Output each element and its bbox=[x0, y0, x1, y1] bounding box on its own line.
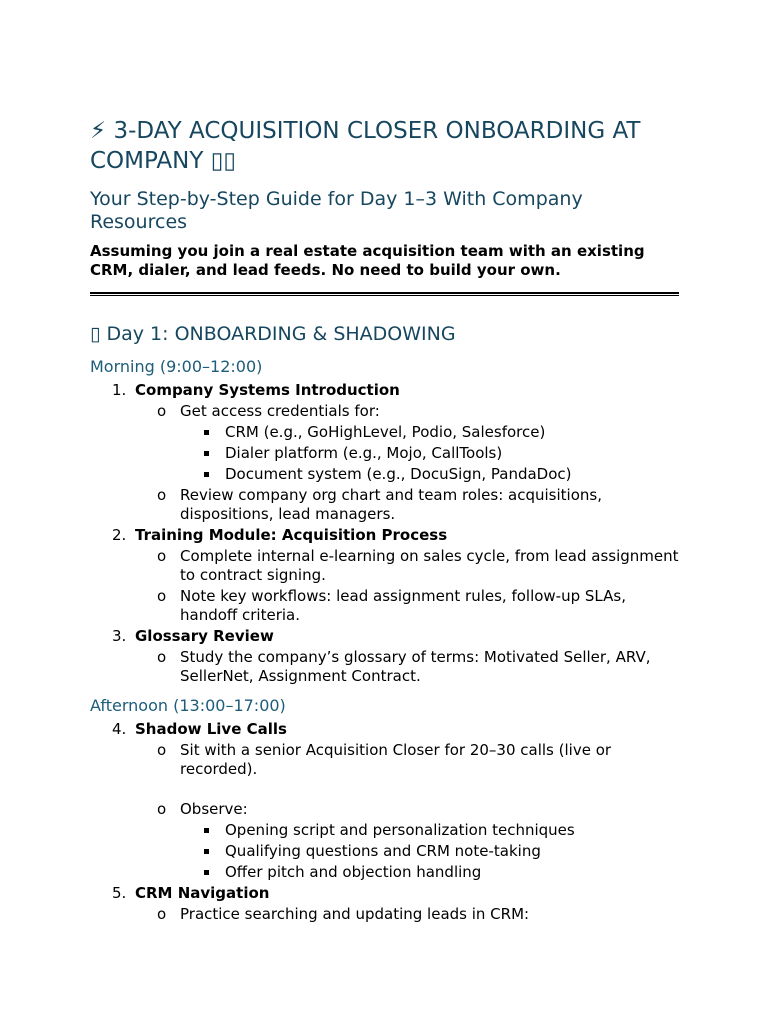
square-bullet-icon bbox=[204, 430, 209, 435]
subsub-item bbox=[180, 863, 680, 882]
subsub-item bbox=[180, 444, 680, 463]
square-bullet-icon bbox=[204, 870, 209, 875]
subsub-item-text: CRM (e.g., GoHighLevel, Podio, Salesforce) bbox=[225, 423, 546, 441]
sub-item bbox=[135, 905, 680, 924]
hollow-bullet-icon: o bbox=[157, 402, 167, 420]
sub-item bbox=[135, 587, 680, 625]
step-number: 2. bbox=[112, 526, 127, 544]
step-item bbox=[90, 884, 680, 924]
subsub-item-text: Document system (e.g., DocuSign, PandaDoc) bbox=[225, 465, 572, 483]
step-title: CRM Navigation bbox=[135, 884, 270, 902]
sub-item bbox=[135, 800, 680, 882]
intro-paragraph: Assuming you join a real estate acquisition team with an existing CRM, dialer, and lead feeds. No need to build your own. bbox=[90, 242, 645, 279]
step-item bbox=[90, 381, 680, 524]
sub-item-text: Observe: bbox=[180, 800, 248, 818]
sub-item bbox=[135, 547, 680, 585]
subsub-item bbox=[180, 423, 680, 442]
hollow-bullet-icon: o bbox=[157, 905, 167, 923]
subsub-item-text: Dialer platform (e.g., Mojo, CallTools) bbox=[225, 444, 503, 462]
subsub-item-text: Opening script and personalization techniques bbox=[225, 821, 575, 839]
step-item bbox=[90, 720, 680, 882]
sub-list bbox=[135, 648, 680, 686]
step-number: 4. bbox=[112, 720, 127, 738]
hollow-bullet-icon: o bbox=[157, 587, 167, 605]
step-title: Training Module: Acquisition Process bbox=[135, 526, 448, 544]
subsub-item-text: Offer pitch and objection handling bbox=[225, 863, 482, 881]
step-title: Company Systems Introduction bbox=[135, 381, 400, 399]
subsub-item bbox=[180, 842, 680, 861]
hollow-bullet-icon: o bbox=[157, 800, 167, 818]
sub-list bbox=[135, 741, 680, 882]
sub-item bbox=[135, 741, 680, 779]
sub-list bbox=[135, 547, 680, 625]
step-title: Glossary Review bbox=[135, 627, 274, 645]
step-title: Shadow Live Calls bbox=[135, 720, 287, 738]
afternoon-steps-list bbox=[90, 720, 680, 924]
sub-list bbox=[135, 402, 680, 524]
square-bullet-icon bbox=[204, 849, 209, 854]
document-page bbox=[90, 116, 680, 926]
sub-item-text: Complete internal e-learning on sales cycle, from lead assignment to contract signing. bbox=[180, 547, 679, 584]
horizontal-divider bbox=[90, 292, 679, 296]
document-subtitle: Your Step-by-Step Guide for Day 1–3 With Company Resources bbox=[90, 188, 583, 233]
sub-item-text: Study the company’s glossary of terms: Motivated Seller, ARV, SellerNet, Assignment Contract. bbox=[180, 648, 651, 685]
hollow-bullet-icon: o bbox=[157, 741, 167, 759]
day1-heading: ▯ Day 1: ONBOARDING & SHADOWING bbox=[90, 323, 456, 345]
subsub-list bbox=[180, 821, 680, 882]
square-bullet-icon bbox=[204, 828, 209, 833]
subsub-item bbox=[180, 465, 680, 484]
square-bullet-icon bbox=[204, 451, 209, 456]
sub-item-text: Sit with a senior Acquisition Closer for 20–30 calls (live or recorded). bbox=[180, 741, 612, 778]
sub-item-text: Note key workflows: lead assignment rules, follow-up SLAs, handoff criteria. bbox=[180, 587, 626, 624]
step-number: 1. bbox=[112, 381, 127, 399]
square-bullet-icon bbox=[204, 472, 209, 477]
document-title: ⚡ 3-DAY ACQUISITION CLOSER ONBOARDING AT COMPANY ▯▯ bbox=[90, 118, 641, 174]
afternoon-heading: Afternoon (13:00–17:00) bbox=[90, 696, 286, 715]
hollow-bullet-icon: o bbox=[157, 547, 167, 565]
subsub-item bbox=[180, 821, 680, 840]
sub-item-text: Get access credentials for: bbox=[180, 402, 380, 420]
step-item bbox=[90, 526, 680, 625]
step-number: 3. bbox=[112, 627, 127, 645]
step-number: 5. bbox=[112, 884, 127, 902]
subsub-item-text: Qualifying questions and CRM note-taking bbox=[225, 842, 541, 860]
sub-item bbox=[135, 402, 680, 484]
sub-list bbox=[135, 905, 680, 924]
morning-heading: Morning (9:00–12:00) bbox=[90, 357, 263, 376]
sub-item-text: Review company org chart and team roles: acquisitions, dispositions, lead managers. bbox=[180, 486, 602, 523]
subsub-list bbox=[180, 423, 680, 484]
sub-item bbox=[135, 648, 680, 686]
step-item bbox=[90, 627, 680, 686]
hollow-bullet-icon: o bbox=[157, 648, 167, 666]
hollow-bullet-icon: o bbox=[157, 486, 167, 504]
sub-item-text: Practice searching and updating leads in CRM: bbox=[180, 905, 530, 923]
sub-item bbox=[135, 486, 680, 524]
morning-steps-list bbox=[90, 381, 680, 686]
